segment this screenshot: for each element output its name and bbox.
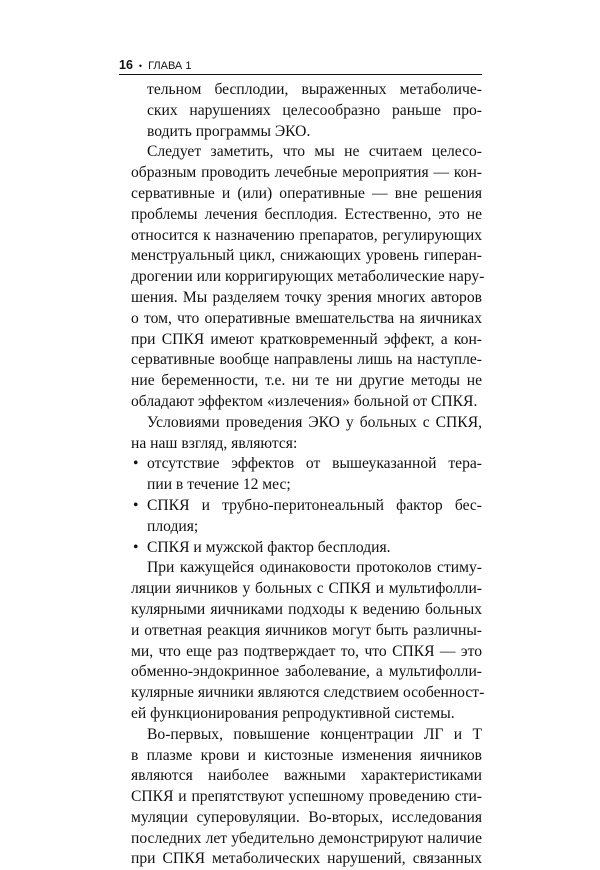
text-line-content: При кажущейся одинаковости протоколов стиму- — [147, 559, 482, 577]
text-line — [131, 288, 482, 309]
text-line-content: Во-первых, повышение концентрации ЛГ и Т — [147, 725, 482, 743]
text-line-content: ских нарушениях целесообразно раньше про- — [147, 101, 482, 119]
text-line — [131, 434, 482, 455]
text-line — [131, 683, 485, 704]
text-line-content: ей функционирования репродуктивной системы. — [131, 704, 455, 722]
text-line-content: водить программы ЭКО. — [147, 122, 311, 140]
text-line — [131, 205, 482, 226]
bullet-mark: • — [133, 538, 139, 556]
text-line — [131, 538, 482, 559]
text-line-content: последних лет убедительно демонстрируют наличие — [131, 829, 482, 847]
text-line-content: при СПКЯ метаболических нарушений, связанных — [131, 850, 482, 868]
text-line — [131, 746, 482, 767]
text-line — [131, 558, 482, 579]
text-line — [131, 246, 482, 267]
text-line — [131, 101, 482, 122]
text-line-content: проблемы лечения бесплодия. Естественно, это не — [131, 205, 482, 223]
text-line — [131, 330, 482, 351]
text-line — [131, 600, 482, 621]
text-line-content: плодия; — [147, 517, 199, 535]
text-line — [131, 413, 482, 434]
text-line — [131, 849, 482, 870]
text-line — [131, 579, 482, 600]
text-line — [131, 787, 482, 808]
text-line-content: о том, что оперативные вмешательства на яичниках — [131, 309, 482, 327]
text-line — [131, 226, 482, 247]
text-line-content: на наш взгляд, являются: — [131, 434, 298, 452]
text-line-content: являются наиболее важными характеристиками — [131, 767, 482, 785]
text-line-content: ми, что еще раз подтверждает то, что СПКЯ — это — [131, 642, 482, 660]
text-line — [131, 142, 482, 163]
text-line — [131, 704, 482, 725]
text-line-content: сервативные и (или) оперативные — вне решения — [131, 184, 482, 202]
text-line-content: отсутствие эффектов от вышеуказанной тера- — [147, 455, 482, 473]
text-line — [131, 371, 482, 392]
text-line-content: образным проводить лечебные мероприятия — кон- — [131, 164, 482, 182]
text-line — [131, 475, 482, 496]
body-text — [131, 80, 485, 870]
text-line-content: СПКЯ и препятствуют успешному проведению сти- — [131, 788, 482, 806]
text-line — [131, 517, 482, 538]
header-separator: • — [138, 61, 143, 71]
text-line — [131, 642, 482, 663]
text-line-content: муляции суперовуляции. Во-вторых, исследования — [131, 808, 482, 826]
text-line-content: Условиями проведения ЭКО у больных с СПКЯ, — [147, 413, 482, 431]
running-header — [119, 58, 191, 72]
text-line-content: менструальный цикл, снижающих уровень гиперан- — [131, 247, 482, 265]
text-line — [131, 392, 482, 413]
text-line-content: шения. Мы разделяем точку зрения многих авторов — [131, 288, 482, 306]
text-line — [131, 496, 482, 517]
text-line-content: ляции яичников у больных с СПКЯ и мультифолли- — [131, 580, 482, 598]
text-line-content: СПКЯ и трубно-перитонеальный фактор бес- — [147, 496, 482, 514]
text-line-content: в плазме крови и кистозные изменения яичников — [131, 746, 482, 764]
text-line — [131, 267, 485, 288]
text-line-content: СПКЯ и мужской фактор бесплодия. — [147, 538, 391, 556]
text-line — [131, 454, 482, 475]
bullet-mark: • — [133, 496, 139, 514]
text-line-content: обменно-эндокринное заболевание, а мультифолли- — [131, 663, 482, 681]
text-line-content: и ответная реакция яичников могут быть различны- — [131, 621, 482, 639]
text-line — [131, 766, 482, 787]
text-line — [131, 184, 482, 205]
text-line — [131, 122, 482, 143]
text-line-content: относится к назначению препаратов, регулирующих — [131, 226, 482, 244]
text-line-content: сервативные вообще направлены лишь на наступле- — [131, 351, 482, 369]
text-line-content: при СПКЯ имеют кратковременный эффект, а кон- — [131, 330, 482, 348]
text-line — [131, 350, 482, 371]
text-line — [131, 163, 482, 184]
text-line-content: ние беременности, т.е. ни те ни другие методы не — [131, 372, 482, 390]
text-line-content: кулярные яичники являются следствием особенност- — [131, 684, 485, 702]
text-line — [131, 80, 482, 101]
text-line-content: пии в течение 12 мес; — [147, 476, 291, 494]
chapter-title: ГЛАВА 1 — [148, 60, 192, 72]
text-line-content: Следует заметить, что мы не считаем целесо- — [147, 143, 482, 161]
text-line — [131, 725, 482, 746]
bullet-mark: • — [133, 455, 139, 473]
text-line — [131, 829, 482, 850]
header-rule — [119, 74, 482, 75]
text-line — [131, 662, 482, 683]
text-line-content: кулярными яичниками подходы к ведению больных — [131, 600, 482, 618]
page-number: 16 — [119, 58, 133, 72]
text-line — [131, 808, 482, 829]
text-line — [131, 309, 482, 330]
text-line-content: дрогении или корригирующих метаболические нару- — [131, 268, 485, 286]
text-line — [131, 621, 482, 642]
text-line-content: тельном бесплодии, выраженных метаболиче- — [147, 81, 482, 98]
text-line-content: обладают эффектом «излечения» больной от СПКЯ. — [131, 392, 478, 410]
